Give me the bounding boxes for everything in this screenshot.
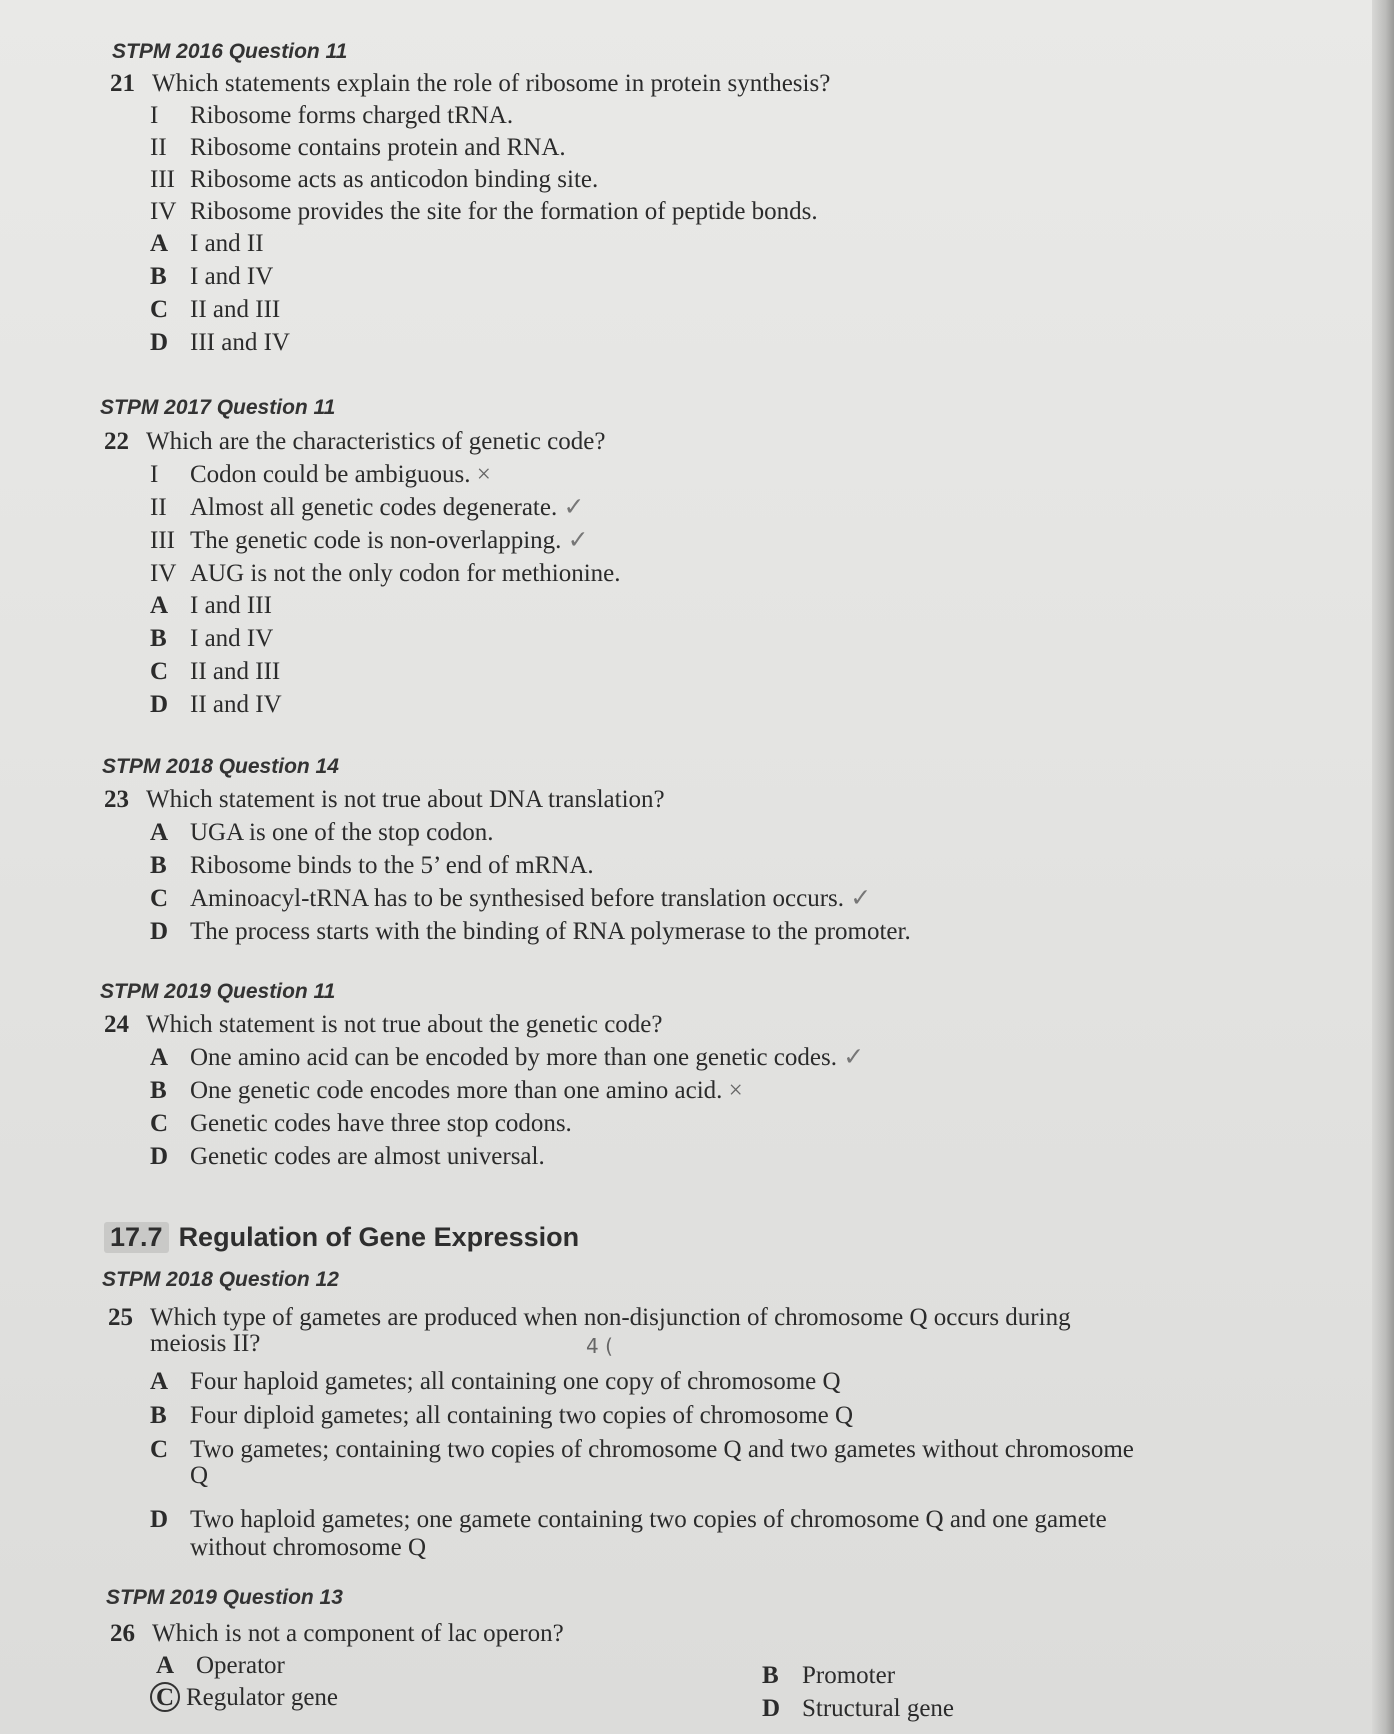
tick-mark-icon: ✓: [563, 494, 585, 521]
q21-option[interactable]: D III and IV: [150, 329, 290, 356]
q26-option[interactable]: B Promoter: [762, 1662, 896, 1689]
q24-option[interactable]: A One amino acid can be encoded by more than one genetic codes. ✓: [150, 1044, 865, 1071]
page-edge-shadow: [1372, 0, 1394, 1734]
section-heading: [104, 1222, 579, 1253]
q25-stem: [108, 1302, 1298, 1334]
q22-statement: III The genetic code is non-overlapping. ✓: [150, 527, 589, 554]
q23-stem-text: Which statement is not true about DNA translation?: [146, 786, 665, 813]
cross-mark-icon: ×: [476, 461, 491, 488]
q26-option[interactable]: A Operator: [156, 1652, 285, 1679]
tick-mark-icon: ✓: [843, 1044, 865, 1071]
q24-stem-text: Which statement is not true about the genetic code?: [146, 1011, 663, 1038]
q23-option[interactable]: A UGA is one of the stop codon.: [150, 819, 494, 846]
q26-stem-text: Which is not a component of lac operon?: [152, 1620, 564, 1647]
q21-statement: III Ribosome acts as anticodon binding site.: [150, 166, 599, 193]
q22-option[interactable]: C II and III: [150, 658, 281, 685]
q22-stem-text: Which are the characteristics of genetic code?: [146, 428, 606, 455]
q24-option[interactable]: B One genetic code encodes more than one amino acid. ×: [150, 1077, 743, 1104]
q23-number: 23: [104, 786, 129, 813]
q21-statement: IV Ribosome provides the site for the formation of peptide bonds.: [150, 198, 818, 225]
section-title: Regulation of Gene Expression: [178, 1222, 580, 1252]
q22-statement: I Codon could be ambiguous. ×: [150, 461, 491, 488]
q21-statement: I Ribosome forms charged tRNA.: [150, 102, 514, 129]
q21-heading: STPM 2016 Question 11: [112, 40, 348, 63]
q21-number: 21: [110, 70, 135, 97]
q25-option[interactable]: B Four diploid gametes; all containing two copies of chromosome Q: [150, 1402, 854, 1429]
q26-option[interactable]: D Structural gene: [762, 1695, 955, 1722]
q23-option[interactable]: C Aminoacyl-tRNA has to be synthesised before translation occurs. ✓: [150, 885, 872, 912]
q24-number: 24: [104, 1011, 129, 1038]
tick-mark-icon: ✓: [850, 885, 872, 912]
q26-heading: STPM 2019 Question 13: [106, 1586, 343, 1609]
q23-heading: STPM 2018 Question 14: [102, 755, 339, 778]
q25-option-continuation: Q: [190, 1462, 209, 1489]
q24-stem: [104, 1009, 662, 1041]
q21-option[interactable]: B I and IV: [150, 263, 274, 290]
q21-option[interactable]: A I and II: [150, 230, 264, 257]
q21-statement: II Ribosome contains protein and RNA.: [150, 134, 566, 161]
q22-option[interactable]: B I and IV: [150, 625, 274, 652]
q22-number: 22: [104, 428, 129, 455]
q22-stem: [104, 426, 605, 458]
margin-note: 4 (: [586, 1334, 613, 1358]
q21-stem-text: Which statements explain the role of ribosome in protein synthesis?: [152, 70, 831, 97]
q22-statement: IV AUG is not the only codon for methionine.: [150, 560, 621, 587]
section-number: 17.7: [104, 1222, 169, 1253]
q23-option[interactable]: D The process starts with the binding of RNA polymerase to the promoter.: [150, 918, 911, 945]
q25-option[interactable]: A Four haploid gametes; all containing one copy of chromosome Q: [150, 1368, 841, 1395]
q25-option[interactable]: C Two gametes; containing two copies of chromosome Q and two gametes without chromosome: [150, 1436, 1134, 1463]
q24-heading: STPM 2019 Question 11: [100, 980, 336, 1003]
q24-option[interactable]: D Genetic codes are almost universal.: [150, 1143, 545, 1170]
tick-mark-icon: ✓: [567, 527, 589, 554]
q25-option[interactable]: D Two haploid gametes; one gamete containing two copies of chromosome Q and one gamete: [150, 1506, 1107, 1533]
cross-mark-icon: ×: [728, 1077, 743, 1104]
q25-stem-line1: Which type of gametes are produced when non-disjunction of chromosome Q occurs during: [150, 1304, 1071, 1331]
circled-answer-icon: C: [150, 1682, 180, 1712]
q26-option-selected[interactable]: C Regulator gene: [150, 1682, 338, 1714]
q26-stem: [110, 1618, 564, 1650]
q25-number: 25: [108, 1304, 133, 1331]
q23-stem: [104, 784, 665, 816]
q26-number: 26: [110, 1620, 135, 1647]
q22-statement: II Almost all genetic codes degenerate. ✓: [150, 494, 585, 521]
q24-option[interactable]: C Genetic codes have three stop codons.: [150, 1110, 572, 1137]
q22-heading: STPM 2017 Question 11: [100, 396, 336, 419]
q21-option[interactable]: C II and III: [150, 296, 281, 323]
q23-option[interactable]: B Ribosome binds to the 5’ end of mRNA.: [150, 852, 594, 879]
q25-option-continuation: without chromosome Q: [190, 1534, 427, 1561]
q22-option[interactable]: A I and III: [150, 592, 272, 619]
q21-stem: [110, 68, 830, 100]
q22-option[interactable]: D II and IV: [150, 691, 282, 718]
q25-stem-line2: meiosis II?: [150, 1330, 261, 1357]
q25-heading: STPM 2018 Question 12: [102, 1268, 339, 1291]
